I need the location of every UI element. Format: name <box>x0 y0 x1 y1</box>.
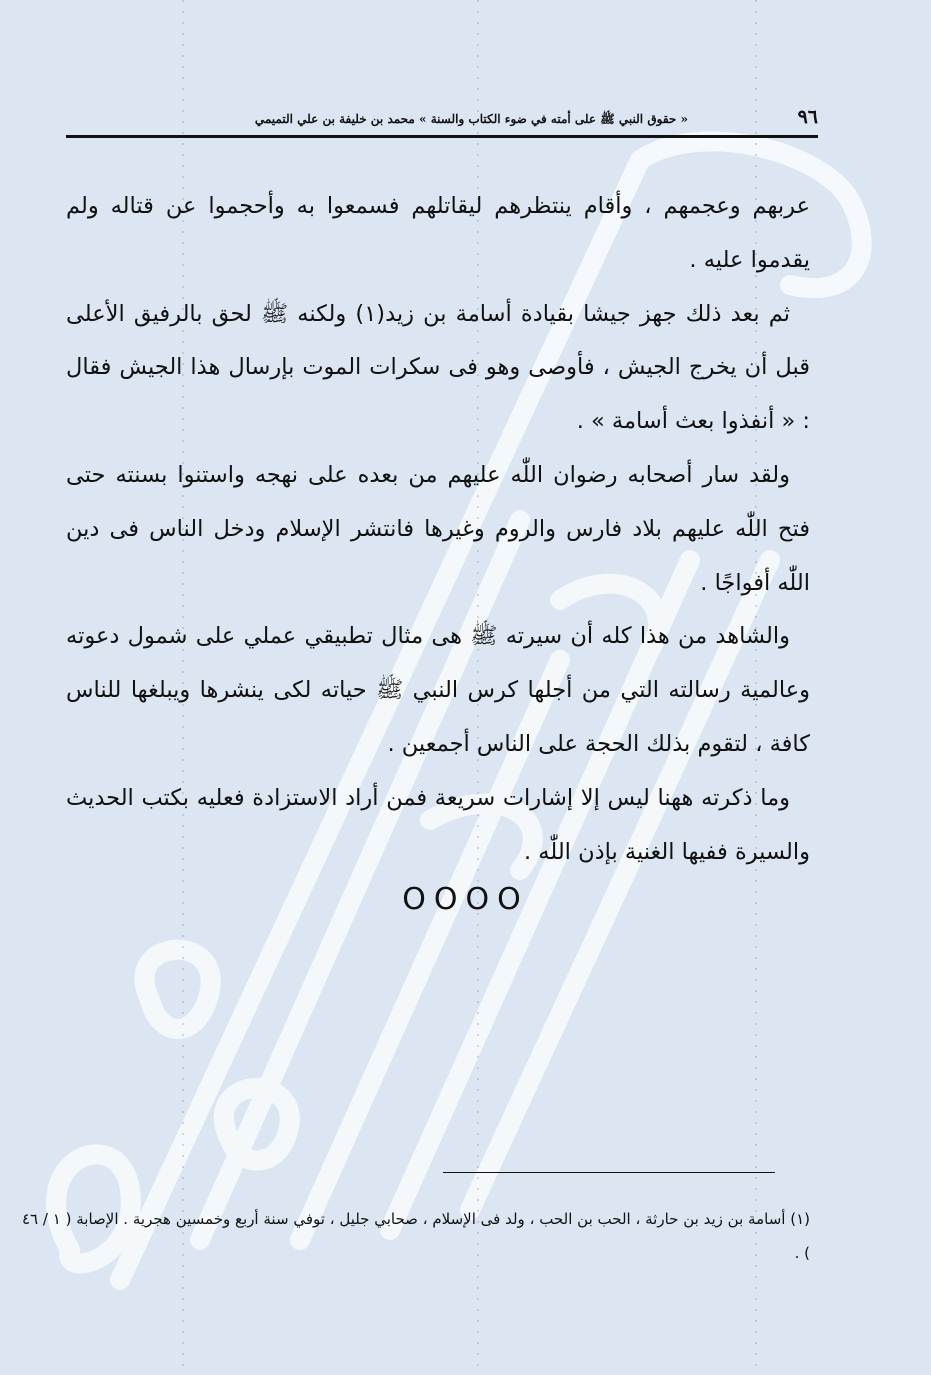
section-separator: OOOO <box>402 882 529 917</box>
footnote-rule <box>443 1172 775 1173</box>
running-title: « حقوق النبي ﷺ على أمته في ضوء الكتاب والسنة » محمد بن خليفة بن علي التميمي <box>254 112 688 126</box>
paragraph: وما ذكرته ههنا ليس إلا إشارات سريعة فمن أراد الاستزادة فعليه بكتب الحديث والسيرة ففيها الغنية بإذن اللّٰه . <box>66 784 810 865</box>
paragraph: ولقد سار أصحابه رضوان اللّٰه عليهم من بعده على نهجه واستنوا بسنته حتى فتح اللّٰه عليهم بلاد فارس والروم وغيرها فانتشر الإسلام ودخل الناس فى دين اللّٰه أفواجًا . <box>66 461 810 596</box>
running-header <box>66 104 818 132</box>
footnote-text: (١) أسامة بن زيد بن حارثة ، الحب بن الحب ، ولد فى الإسلام ، صحابي جليل ، توفي سنة أربع وخمسين هجرية . الإصابة ( ١ / ٤٦ ) . <box>22 1210 810 1262</box>
paragraph: والشاهد من هذا كله أن سيرته ﷺ هى مثال تطبيقي عملي على شمول دعوته وعالمية رسالته التي من أجلها كرس النبي ﷺ حياته لكى ينشرها ويبلغها للناس كافة ، لتقوم بذلك الحجة على الناس أجمعين . <box>66 623 810 757</box>
page-number: ٩٦ <box>797 106 818 128</box>
paragraph: ثم بعد ذلك جهز جيشا بقيادة أسامة بن زيد(١) ولكنه ﷺ لحق بالرفيق الأعلى قبل أن يخرج الجيش ، فأوصى وهو فى سكرات الموت بإرسال هذا الجيش فقال : « أنفذوا بعث أسامة » . <box>66 300 810 435</box>
header-rule <box>66 135 818 138</box>
paragraph: عربهم وعجمهم ، وأقام ينتظرهم ليقاتلهم فسمعوا به وأحجموا عن قتاله ولم يقدموا عليه . <box>66 193 810 273</box>
footnote <box>22 1202 810 1270</box>
main-text <box>66 180 810 879</box>
